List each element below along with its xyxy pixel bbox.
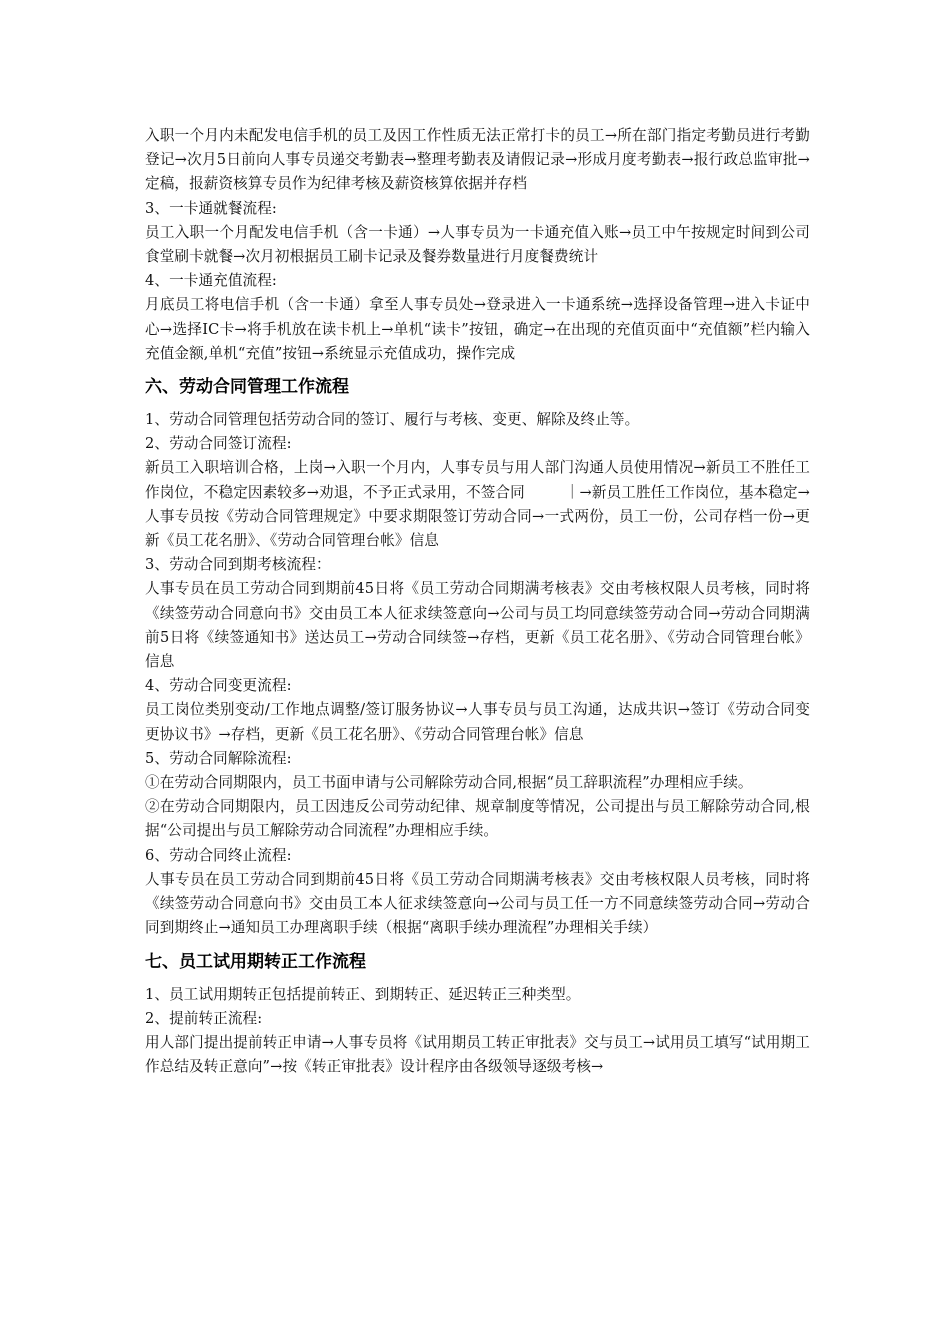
probation-types-item: 1、员工试用期转正包括提前转正、到期转正、延迟转正三种类型。	[145, 985, 581, 1003]
attendance-paragraph: 入职一个月内未配发电信手机的员工及因工作性质无法正常打卡的员工→所在部门指定考勤员进行考勤登记→次月5日前向人事专员递交考勤表→整理考勤表及请假记录→形成月度考勤表→报行政总监审批→定稿，报薪资核算专员作为纪律考核及薪资核算依据并存档	[145, 127, 810, 193]
section-6-title: 六、劳动合同管理工作流程	[145, 377, 349, 398]
card-dining-heading: 3、一卡通就餐流程:	[145, 199, 277, 217]
card-dining-paragraph: 员工入职一个月配发电信手机（含一卡通）→人事专员为一卡通充值入账→员工中午按规定时间到公司食堂刷卡就餐→次月初根据员工刷卡记录及餐券数量进行月度餐费统计	[145, 223, 810, 266]
contract-change-heading: 4、劳动合同变更流程:	[145, 677, 292, 695]
contract-signing-paragraph	[145, 456, 810, 553]
contract-termination-item-2: ②在劳动合同期限内，员工因违反公司劳动纪律、规章制度等情况，公司提出与员工解除劳动合同,根据“公司提出与员工解除劳动合同流程”办理相应手续。	[145, 798, 810, 840]
contract-signing-heading: 2、劳动合同签订流程:	[145, 435, 292, 453]
contract-scope-item: 1、劳动合同管理包括劳动合同的签订、履行与考核、变更、解除及终止等。	[145, 411, 640, 429]
document-body	[145, 124, 810, 1079]
contract-signing-text-a: 新员工入职培训合格，上岗→入职一个月内，人事专员与用人部门沟通人员使用情况→新员工不胜任工作岗位，不稳定因素较多→劝退，不予正式录用，不签合同	[145, 459, 810, 501]
early-confirmation-heading: 2、提前转正流程:	[145, 1009, 263, 1027]
contract-change-paragraph: 员工岗位类别变动/工作地点调整/签订服务协议→人事专员与员工沟通，达成共识→签订《劳动合同变更协议书》→存档，更新《员工花名册》、《劳动合同管理台帐》信息	[145, 701, 810, 743]
contract-termination-heading: 5、劳动合同解除流程:	[145, 749, 292, 767]
contract-signing-text-b: ｜→新员工胜任工作岗位，基本稳定→人事专员按《劳动合同管理规定》中要求期限签订劳动合同→一式两份，员工一份，公司存档一份→更新《员工花名册》、《劳动合同管理台帐》信息	[145, 483, 810, 550]
contract-expiry-heading: 3、劳动合同到期考核流程：	[145, 556, 331, 574]
contract-expiry-paragraph: 人事专员在员工劳动合同到期前45日将《员工劳动合同期满考核表》交由考核权限人员考核，同时将《续签劳动合同意向书》交由员工本人征求续签意向→公司与员工均同意续签劳动合同→劳动合同期满前5日将《续签通知书》送达员工→劳动合同续签→存档，更新《员工花名册》、《劳动合同管理台帐》信息	[145, 580, 810, 671]
card-recharge-paragraph: 月底员工将电信手机（含一卡通）拿至人事专员处→登录进入一卡通系统→选择设备管理→进入卡证中心→选择IC卡→将手机放在读卡机上→单机“读卡”按钮，确定→在出现的充值页面中“充值额”栏内输入充值金额,单机“充值”按钮→系统显示充值成功，操作完成	[145, 296, 810, 362]
contract-end-heading: 6、劳动合同终止流程:	[145, 846, 292, 864]
early-confirmation-paragraph: 用人部门提出提前转正申请→人事专员将《试用期员工转正审批表》交与员工→试用员工填写“试用期工作总结及转正意向”→按《转正审批表》设计程序由各级领导逐级考核→	[145, 1033, 810, 1076]
contract-termination-item-1: ①在劳动合同期限内，员工书面申请与公司解除劳动合同,根据“员工辞职流程”办理相应手续。	[145, 774, 753, 792]
section-7-title: 七、员工试用期转正工作流程	[145, 951, 366, 972]
card-recharge-heading: 4、一卡通充值流程:	[145, 272, 277, 290]
contract-end-paragraph: 人事专员在员工劳动合同到期前45日将《员工劳动合同期满考核表》交由考核权限人员考核，同时将《续签劳动合同意向书》交由员工本人征求续签意向→公司与员工任一方不同意续签劳动合同→劳动合同到期终止→通知员工办理离职手续（根据“离职手续办理流程”办理相关手续）	[145, 870, 810, 937]
